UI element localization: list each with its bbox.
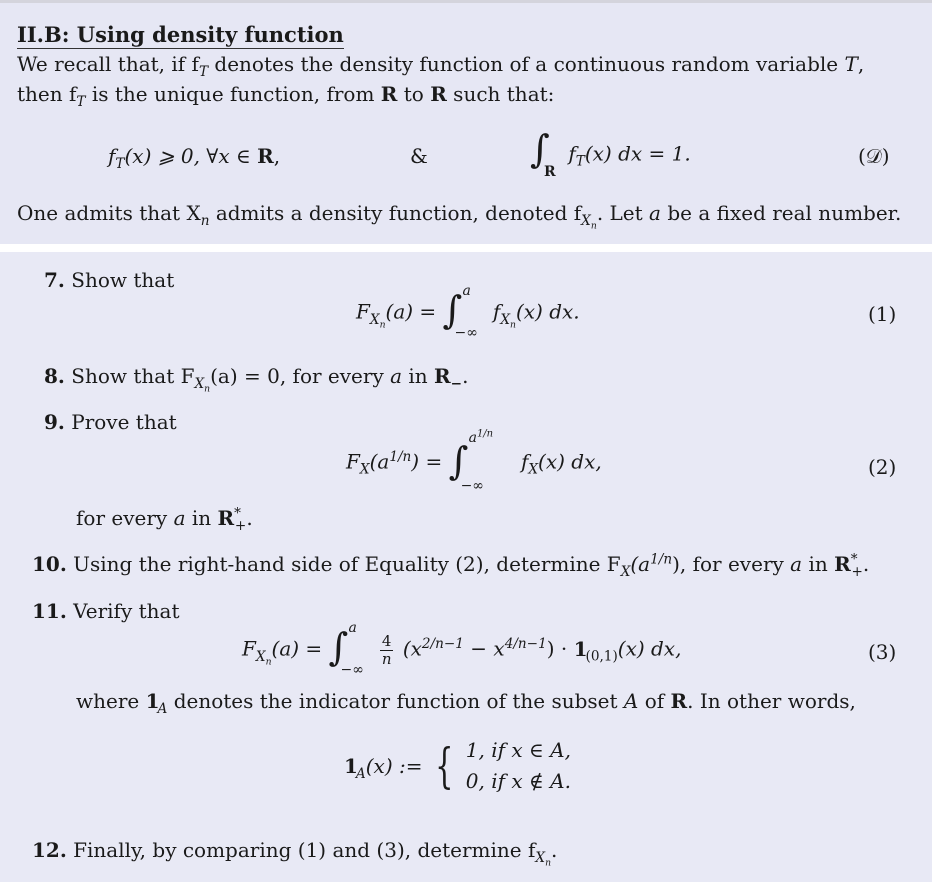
math-var: a xyxy=(790,552,803,576)
math-sub: X xyxy=(581,213,591,229)
integral-symbol xyxy=(448,428,515,494)
question-text: Prove that xyxy=(71,410,177,434)
math-sub: X xyxy=(369,311,380,328)
math-var: A xyxy=(623,689,639,713)
upper-base: a xyxy=(468,430,477,446)
intro-text: then f xyxy=(17,82,77,106)
math-F: F xyxy=(356,299,370,324)
question-text: Using the right-hand side of Equality (2), determine F xyxy=(73,552,621,576)
integral-symbol xyxy=(329,622,371,678)
question-text: ), for every xyxy=(672,552,791,576)
intro-line-2 xyxy=(17,82,555,110)
math-f: f xyxy=(520,449,529,474)
math-sup: 4/n−1 xyxy=(504,635,547,652)
reals-symbol: R xyxy=(217,506,235,530)
equation-tag: (3) xyxy=(868,640,897,664)
intro-sub: T xyxy=(76,94,86,110)
question-text: for every xyxy=(76,506,174,530)
math-sub: (0,1) xyxy=(585,648,618,665)
math-subsub: n xyxy=(590,220,597,232)
integral-sign-icon: ∫ xyxy=(442,288,463,332)
reals-symbol: R xyxy=(834,552,851,576)
reals-symbol: R xyxy=(670,689,688,713)
question-11 xyxy=(32,599,180,623)
integral-sign-icon: ∫ xyxy=(328,625,349,669)
question-text: in xyxy=(185,506,218,530)
case-1: 1, if x ∈ A, xyxy=(465,738,571,762)
math-text: (a) = xyxy=(385,299,443,324)
math-text: (a xyxy=(369,449,390,474)
question-text: in xyxy=(402,364,435,388)
math-F: F xyxy=(346,449,360,474)
question-text: Show that F xyxy=(71,364,195,388)
intro-text: such that: xyxy=(446,82,555,106)
equation-2-tag xyxy=(868,455,896,479)
math-sub: X xyxy=(620,564,631,580)
intro-comma: , xyxy=(857,52,865,76)
reals-symbol: R xyxy=(430,82,447,106)
question-text: (a) = 0, for every xyxy=(210,364,391,388)
math-text: (a) = xyxy=(271,636,329,661)
upper-sup: 1/n xyxy=(476,428,494,440)
question-text: . xyxy=(862,552,870,576)
math-sub: n xyxy=(200,213,210,229)
equation-3 xyxy=(242,622,681,680)
intro-text: to xyxy=(397,82,431,106)
integral-lower-limit: −∞ xyxy=(454,325,478,341)
math-sub: A xyxy=(157,701,168,717)
integral-upper-limit: a xyxy=(462,283,471,299)
section-title-text: II.B: Using density function xyxy=(17,22,344,47)
equation-2 xyxy=(346,428,602,494)
math-sub: T xyxy=(115,156,125,172)
integral-sign-icon: ∫ xyxy=(448,439,469,483)
equation-1-tag xyxy=(868,302,896,326)
integral-lower-limit: −∞ xyxy=(460,478,484,494)
math-sub: X xyxy=(194,376,205,392)
question-text: Finally, by comparing (1) and (3), determine f xyxy=(73,838,536,862)
math-comma: , xyxy=(273,144,281,168)
intro-text: is the unique function, from xyxy=(85,82,381,106)
fraction xyxy=(380,633,394,667)
indicator-symbol: 1 xyxy=(573,636,586,661)
question-12 xyxy=(32,838,558,869)
section-separator xyxy=(0,244,932,252)
question-text: . xyxy=(246,506,253,530)
math-text: ) · xyxy=(546,636,574,661)
math-text: ) = xyxy=(411,449,449,474)
equation-tag: (1) xyxy=(868,302,897,326)
integral-symbol xyxy=(443,285,487,341)
intro-text: denotes the density function of a continuous random variable xyxy=(208,52,845,76)
question-text: Verify that xyxy=(73,599,180,623)
question-number: 11. xyxy=(32,599,67,623)
math-sub: A xyxy=(355,766,366,782)
math-sup: * xyxy=(234,505,241,522)
math-sub: X xyxy=(528,461,539,478)
math-text: − x xyxy=(463,636,505,661)
math-sup: 1/n xyxy=(389,448,412,465)
fraction-numerator: 4 xyxy=(381,632,392,650)
math-sup: 1/n xyxy=(650,551,673,568)
intro-var: T xyxy=(844,52,858,76)
question-number: 7. xyxy=(44,268,65,292)
math-text: (x) dx = 1. xyxy=(584,141,691,166)
left-brace: { xyxy=(434,738,454,794)
integral-upper-limit xyxy=(469,430,494,447)
equation-tag: (2) xyxy=(868,455,897,479)
math-f: f xyxy=(108,144,116,168)
integral-symbol xyxy=(530,128,562,182)
question-text: . In other words, xyxy=(687,689,856,713)
question-7 xyxy=(44,268,174,292)
reals-symbol: R xyxy=(380,82,398,106)
admit-text: . Let xyxy=(596,201,650,225)
condition-right xyxy=(530,128,691,184)
question-text: of xyxy=(638,689,671,713)
math-text: (x) dx, xyxy=(538,449,602,474)
math-subsub: n xyxy=(204,383,211,395)
question-text: denotes the indicator function of the subset xyxy=(167,689,624,713)
math-sup: * xyxy=(850,551,858,568)
question-number: 12. xyxy=(32,838,67,862)
admit-text: be a fixed real number. xyxy=(660,201,902,225)
condition-and xyxy=(410,144,428,168)
reals-symbol: R xyxy=(434,364,451,388)
question-number: 9. xyxy=(44,410,65,434)
question-11-after xyxy=(76,689,856,717)
math-sub: + xyxy=(234,518,247,534)
question-9-after xyxy=(76,505,253,534)
equation-tag: (𝒟) xyxy=(858,144,890,168)
indicator-lhs xyxy=(344,754,423,782)
math-sub: + xyxy=(851,564,863,580)
math-text: (x) := xyxy=(365,754,423,778)
reals-symbol: R xyxy=(257,144,274,168)
math-text: (x xyxy=(402,636,422,661)
question-10 xyxy=(32,551,870,580)
admit-line xyxy=(17,201,902,232)
integral-lower-limit: R xyxy=(544,164,556,180)
ampersand: & xyxy=(410,144,428,168)
math-f: f xyxy=(492,299,501,324)
math-subsub: n xyxy=(545,857,552,869)
question-8 xyxy=(44,364,469,395)
case-2: 0, if x ∉ A. xyxy=(465,769,571,793)
math-var: a xyxy=(390,364,403,388)
math-sub: X xyxy=(500,311,510,328)
math-text: (x) dx, xyxy=(617,636,682,661)
question-number: 10. xyxy=(32,552,67,576)
question-9 xyxy=(44,410,177,434)
math-text: (x) ⩾ 0, ∀x ∈ xyxy=(124,144,258,168)
question-number: 8. xyxy=(44,364,65,388)
question-text: Show that xyxy=(71,268,175,292)
fraction-denominator: n xyxy=(381,649,392,668)
intro-line-1 xyxy=(17,52,865,80)
math-subsub: n xyxy=(379,319,386,331)
math-sub: X xyxy=(535,850,546,866)
intro-sub: T xyxy=(198,64,209,80)
math-var: a xyxy=(173,506,186,530)
intro-text: We recall that, if f xyxy=(17,52,199,76)
math-sub: − xyxy=(450,376,463,392)
admit-text: admits a density function, denoted f xyxy=(209,201,582,225)
question-text: in xyxy=(802,552,835,576)
equation-1 xyxy=(356,285,580,341)
indicator-symbol: 1 xyxy=(145,689,158,713)
integral-sign-icon: ∫ xyxy=(530,127,550,171)
math-subsub: n xyxy=(265,656,272,668)
math-sup: 2/n−1 xyxy=(421,635,464,652)
integral-upper-limit: a xyxy=(348,620,357,636)
question-text: . xyxy=(551,838,558,862)
math-sub: T xyxy=(575,153,585,170)
cases-block xyxy=(466,735,571,797)
question-text: where xyxy=(76,689,146,713)
equation-3-tag xyxy=(868,640,896,664)
indicator-definition xyxy=(344,735,571,805)
math-sub: X xyxy=(255,648,266,665)
math-sub: X xyxy=(359,461,370,478)
integral-lower-limit: −∞ xyxy=(340,662,364,678)
top-border xyxy=(0,0,932,3)
math-f: f xyxy=(568,141,576,166)
condition-left xyxy=(108,144,281,172)
question-text: . xyxy=(462,364,469,388)
section-title xyxy=(17,22,344,49)
math-text: (x) dx. xyxy=(515,299,580,324)
math-F: F xyxy=(242,636,256,661)
math-var: a xyxy=(649,201,661,225)
math-subsub: n xyxy=(510,319,516,331)
condition-tag xyxy=(858,144,890,168)
admit-text: One admits that X xyxy=(17,201,201,225)
indicator-symbol: 1 xyxy=(344,754,356,778)
math-text: (a xyxy=(630,552,651,576)
